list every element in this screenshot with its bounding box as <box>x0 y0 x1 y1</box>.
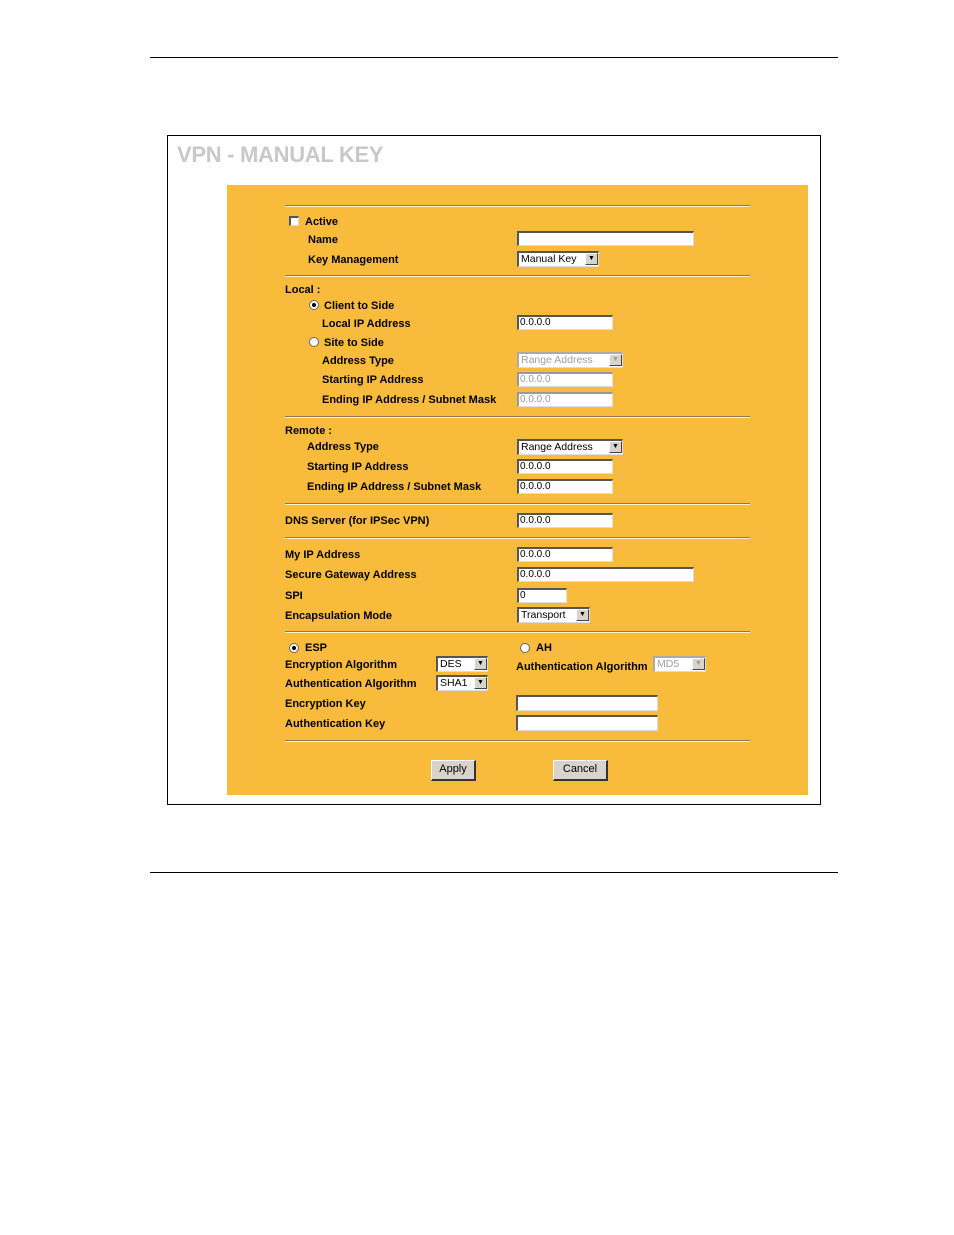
separator <box>285 631 750 633</box>
local-starting-ip-input[interactable]: 0.0.0.0 <box>517 372 613 387</box>
remote-address-type-label: Address Type <box>307 441 379 453</box>
encryption-algorithm-select[interactable] <box>436 656 488 672</box>
separator <box>285 205 750 207</box>
encapsulation-mode-value: Transport <box>521 609 566 621</box>
apply-button[interactable]: Apply <box>431 760 476 781</box>
local-ip-label: Local IP Address <box>322 318 411 330</box>
separator <box>285 740 750 742</box>
bottom-rule <box>150 872 838 873</box>
secure-gateway-input[interactable]: 0.0.0.0 <box>517 567 694 582</box>
secure-gateway-label: Secure Gateway Address <box>285 569 417 581</box>
ah-radio[interactable] <box>520 643 530 653</box>
my-ip-label: My IP Address <box>285 549 361 561</box>
esp-radio[interactable] <box>289 643 299 653</box>
client-to-side-radio[interactable] <box>309 300 319 310</box>
remote-address-type-value: Range Address <box>521 441 593 453</box>
authentication-key-label: Authentication Key <box>285 718 386 730</box>
separator <box>285 275 750 277</box>
remote-starting-ip-label: Starting IP Address <box>307 461 409 473</box>
encapsulation-mode-label: Encapsulation Mode <box>285 610 392 622</box>
name-input[interactable] <box>517 231 694 246</box>
encryption-key-label: Encryption Key <box>285 698 366 710</box>
my-ip-input[interactable]: 0.0.0.0 <box>517 547 613 562</box>
cancel-button[interactable]: Cancel <box>553 760 608 781</box>
page-title: VPN - MANUAL KEY <box>177 142 384 167</box>
encapsulation-mode-select[interactable] <box>517 607 590 623</box>
authentication-key-input[interactable] <box>516 715 658 731</box>
dropdown-arrow-icon[interactable]: ▼ <box>692 658 705 670</box>
authentication-algorithm-label: Authentication Algorithm <box>285 678 417 690</box>
remote-heading: Remote : <box>285 425 333 437</box>
key-management-value: Manual Key <box>521 253 577 265</box>
local-heading: Local : <box>285 284 321 296</box>
key-management-label: Key Management <box>308 254 399 266</box>
remote-ending-ip-label: Ending IP Address / Subnet Mask <box>307 481 482 493</box>
local-address-type-value: Range Address <box>521 354 593 366</box>
dropdown-arrow-icon[interactable]: ▼ <box>609 354 622 366</box>
encryption-algorithm-value: DES <box>440 658 462 670</box>
separator <box>285 537 750 539</box>
encryption-key-input[interactable] <box>516 695 658 711</box>
spi-label: SPI <box>285 590 303 602</box>
local-address-type-label: Address Type <box>322 355 394 367</box>
local-ending-ip-input[interactable]: 0.0.0.0 <box>517 392 613 407</box>
active-label: Active <box>305 216 339 228</box>
dns-server-input[interactable]: 0.0.0.0 <box>517 513 613 528</box>
active-checkbox[interactable] <box>289 216 299 226</box>
ah-authentication-algorithm-select[interactable] <box>653 656 706 672</box>
ah-label: AH <box>536 642 552 654</box>
ah-authentication-algorithm-value: MD5 <box>657 658 680 670</box>
dropdown-arrow-icon[interactable]: ▼ <box>609 441 622 453</box>
dropdown-arrow-icon[interactable]: ▼ <box>585 253 598 265</box>
form-panel <box>227 185 808 795</box>
local-ip-input[interactable]: 0.0.0.0 <box>517 315 613 330</box>
dns-server-label: DNS Server (for IPSec VPN) <box>285 515 430 527</box>
local-ending-ip-label: Ending IP Address / Subnet Mask <box>322 394 497 406</box>
key-management-select[interactable] <box>517 251 599 267</box>
separator <box>285 503 750 505</box>
local-address-type-select[interactable] <box>517 352 623 368</box>
top-rule <box>150 57 838 58</box>
dropdown-arrow-icon[interactable]: ▼ <box>576 609 589 621</box>
dropdown-arrow-icon[interactable]: ▼ <box>474 677 487 689</box>
dropdown-arrow-icon[interactable]: ▼ <box>474 658 487 670</box>
remote-address-type-select[interactable] <box>517 439 623 455</box>
local-starting-ip-label: Starting IP Address <box>322 374 424 386</box>
separator <box>285 416 750 418</box>
site-to-side-label: Site to Side <box>324 337 384 349</box>
client-to-side-label: Client to Side <box>324 300 395 312</box>
remote-starting-ip-input[interactable]: 0.0.0.0 <box>517 459 613 474</box>
spi-input[interactable]: 0 <box>517 588 567 603</box>
site-to-side-radio[interactable] <box>309 337 319 347</box>
screenshot-frame <box>167 135 821 805</box>
encryption-algorithm-label: Encryption Algorithm <box>285 659 398 671</box>
esp-label: ESP <box>305 642 328 654</box>
name-label: Name <box>308 234 338 246</box>
remote-ending-ip-input[interactable]: 0.0.0.0 <box>517 479 613 494</box>
ah-authentication-algorithm-label: Authentication Algorithm <box>516 661 648 673</box>
authentication-algorithm-select[interactable] <box>436 675 488 691</box>
authentication-algorithm-value: SHA1 <box>440 677 468 689</box>
